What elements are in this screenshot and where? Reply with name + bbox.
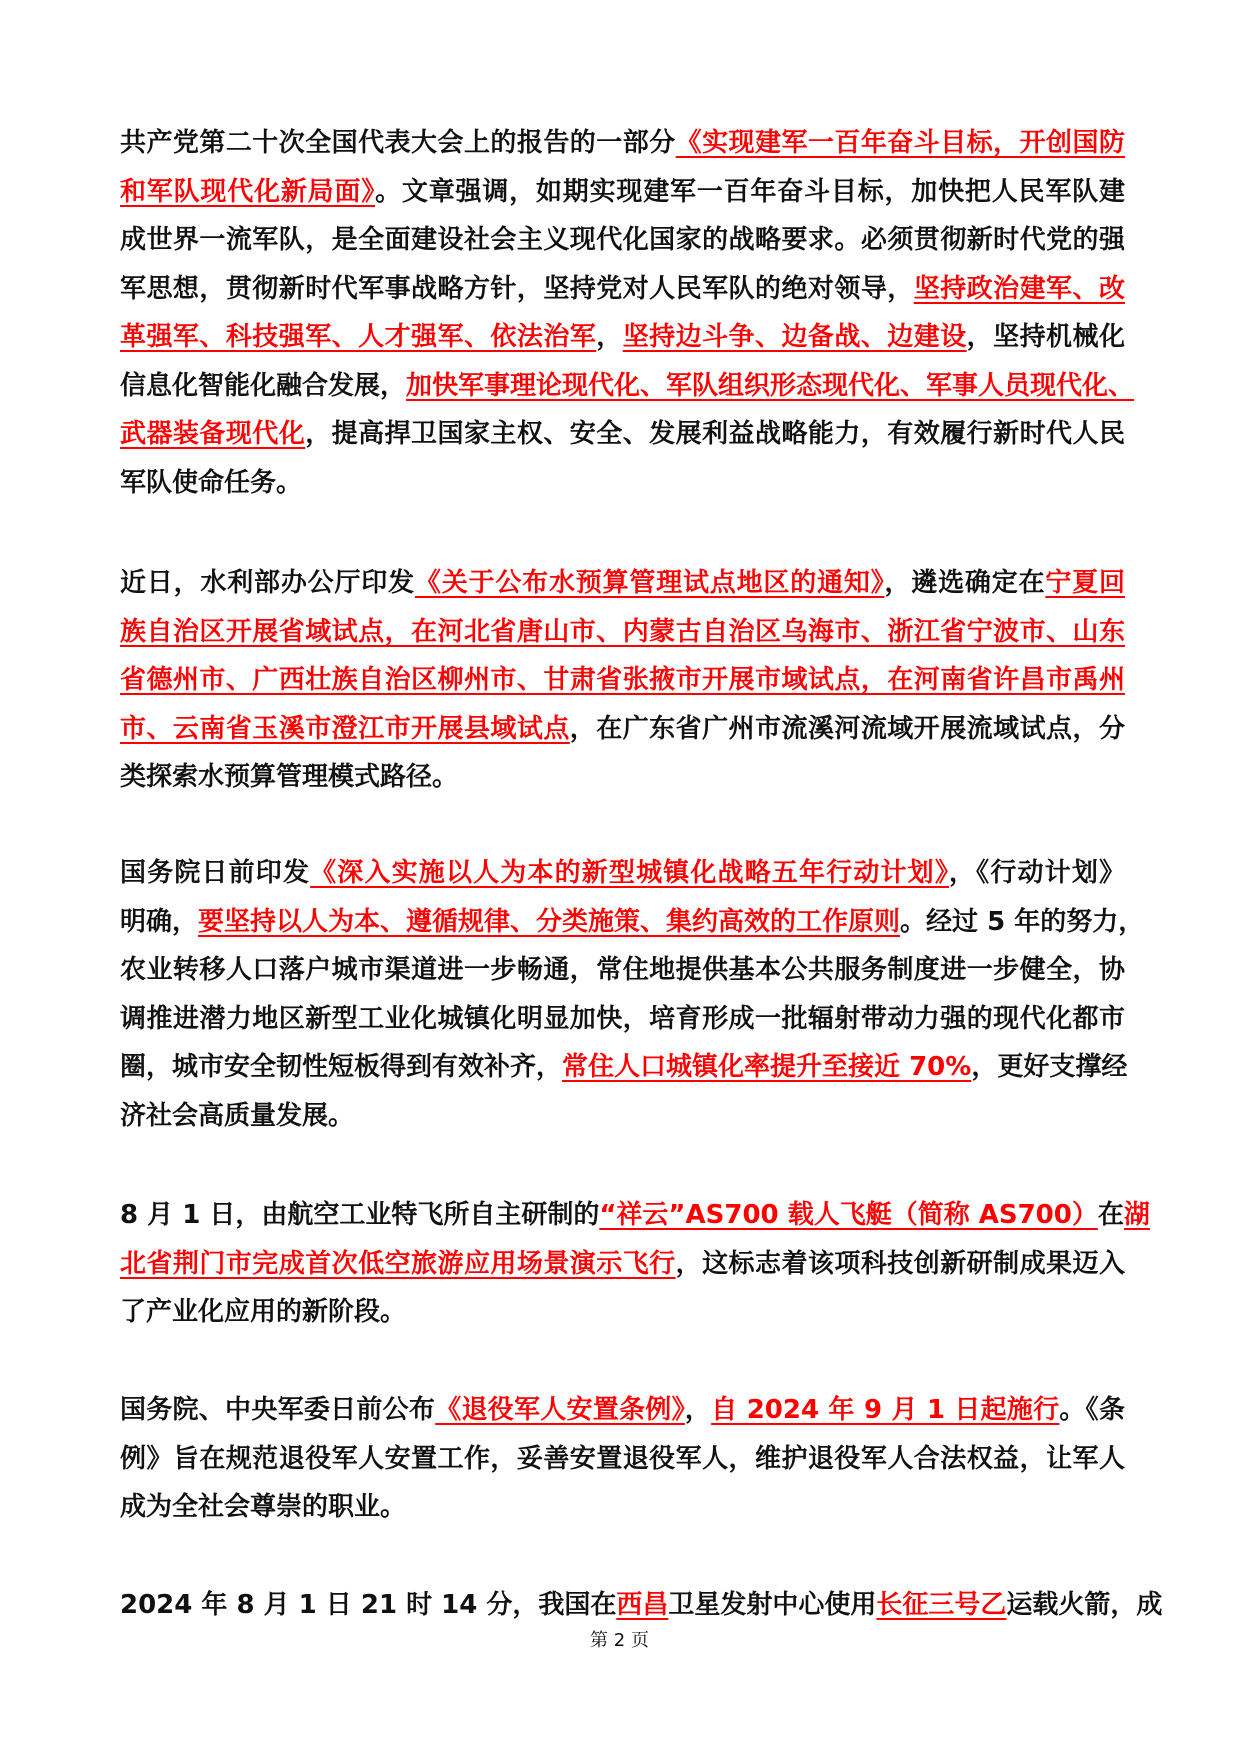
body-text: 共产党第二十次全国代表大会上的报告的一部分 <box>120 128 676 158</box>
highlighted-text: 族自治区开展省域试点，在河北省唐山市、内蒙古自治区乌海市、浙江省宁波市、山东 <box>120 616 1125 647</box>
body-text: 信息化智能化融合发展， <box>120 370 407 401</box>
body-text: ，这标志着该项科技创新研制成果迈入 <box>675 1248 1125 1279</box>
body-text: 成为全社会尊崇的职业。 <box>120 1492 407 1522</box>
paragraph-airship <box>120 1191 1150 1337</box>
text-line <box>120 1435 1125 1484</box>
highlighted-text: 坚持政治建军、改 <box>913 273 1125 304</box>
body-text: ， <box>596 322 623 352</box>
body-text: 农业转移人口落户城市渠道进一步畅通，常住地提供基本公共服务制度进一步健全，协 <box>120 955 1125 985</box>
highlighted-text: 常住人口城镇化率提升至接近 70% <box>562 1052 972 1082</box>
text-line <box>120 753 1125 802</box>
text-line <box>120 1043 1128 1092</box>
highlighted-text: 革强军、科技强军、人才强军、依法治军 <box>120 322 597 352</box>
text-line <box>120 216 1125 265</box>
text-line <box>120 995 1125 1044</box>
text-line <box>120 1581 1163 1630</box>
body-text: ，《行动计划》 <box>949 858 1125 888</box>
body-text: 成世界一流军队，是全面建设社会主义现代化国家的战略要求。必须贯彻新时代党的强 <box>120 225 1125 255</box>
text-line <box>120 1191 1150 1240</box>
paragraph-launch <box>120 1581 1163 1630</box>
body-text: 运载火箭，成 <box>1006 1590 1163 1620</box>
text-line <box>120 1240 1125 1289</box>
text-line <box>120 1386 1125 1435</box>
text-line <box>120 705 1125 754</box>
body-text: 在 <box>1097 1200 1124 1230</box>
body-text: 例》旨在规范退役军人安置工作，妥善安置退役军人，维护退役军人合法权益，让军人 <box>120 1443 1125 1474</box>
highlighted-text: 北省荆门市完成首次低空旅游应用场景演示飞行 <box>120 1248 676 1279</box>
body-text: ，提高捍卫国家主权、安全、发展利益战略能力，有效履行新时代人民 <box>305 419 1125 449</box>
highlighted-text: 湖 <box>1123 1200 1150 1230</box>
body-text: 类探索水预算管理模式路径。 <box>120 762 459 792</box>
body-text: 军思想，贯彻新时代军事战略方针，坚持党对人民军队的绝对领导， <box>120 273 914 304</box>
text-line <box>120 608 1125 657</box>
paragraph-military <box>120 119 1135 507</box>
body-text: 2024 年 8 月 1 日 21 时 14 分，我国在 <box>120 1590 617 1620</box>
highlighted-text: 武器装备现代化 <box>120 419 306 449</box>
body-text: 军队使命任务。 <box>120 467 303 498</box>
text-line <box>120 898 1145 947</box>
paragraph-veterans <box>120 1386 1125 1532</box>
highlighted-text: 和军队现代化新局面》 <box>120 176 376 207</box>
body-text: 圈，城市安全韧性短板得到有效补齐， <box>120 1052 563 1082</box>
paragraph-urbanization <box>120 849 1145 1140</box>
body-text: ，在广东省广州市流溪河流域开展流域试点，分 <box>569 713 1125 744</box>
text-line <box>120 1483 1125 1532</box>
highlighted-text: 宁夏回 <box>1045 568 1125 598</box>
text-line <box>120 265 1125 314</box>
page-number: 第 2 页 <box>590 1630 649 1651</box>
body-text: 明确， <box>120 906 199 937</box>
body-text: 国务院、中央军委日前公布 <box>120 1395 436 1425</box>
highlighted-text: 市、云南省玉溪市澄江市开展县域试点 <box>120 713 570 744</box>
text-line <box>120 362 1135 411</box>
text-line <box>120 1092 1125 1141</box>
body-text: 8 月 1 日，由航空工业特飞所自主研制的 <box>120 1200 600 1230</box>
body-text: 。经过 5 年的努力， <box>900 906 1145 937</box>
text-line <box>120 313 1125 362</box>
highlighted-text: 加快军事理论现代化、军队组织形态现代化、军事人员现代化、 <box>406 370 1135 401</box>
text-line <box>120 410 1125 459</box>
body-text: 济社会高质量发展。 <box>120 1100 355 1131</box>
highlighted-text: 《退役军人安置条例》 <box>435 1395 685 1425</box>
text-line <box>120 946 1125 995</box>
body-text: 调推进潜力地区新型工业化城镇化明显加快，培育形成一批辐射带动力强的现代化都市 <box>120 1003 1125 1034</box>
highlighted-text: 《深入实施以人为本的新型城镇化战略五年行动计划》 <box>310 858 950 888</box>
body-text: ，更好支撑经 <box>971 1052 1128 1082</box>
body-text: 。《条 <box>1059 1395 1125 1425</box>
highlighted-text: 要坚持以人为本、遵循规律、分类施策、集约高效的工作原则 <box>198 906 901 937</box>
body-text: 。文章强调，如期实现建军一百年奋斗目标，加快把人民军队建 <box>375 176 1125 207</box>
highlighted-text: 自 2024 年 9 月 1 日起施行 <box>711 1395 1060 1425</box>
text-line <box>120 1288 1125 1337</box>
highlighted-text: 西昌 <box>616 1590 669 1620</box>
paragraph-water-budget <box>120 559 1125 802</box>
body-text: 卫星发射中心使用 <box>668 1590 877 1620</box>
text-line <box>120 168 1125 217</box>
body-text: ， <box>684 1395 712 1425</box>
text-line <box>120 656 1125 705</box>
body-text: 近日，水利部办公厅印发 <box>120 568 415 598</box>
highlighted-text: 《实现建军一百年奋斗目标，开创国防 <box>675 128 1125 158</box>
body-text: ，坚持机械化 <box>966 322 1125 352</box>
text-line <box>120 849 1125 898</box>
highlighted-text: 《关于公布水预算管理试点地区的通知》 <box>414 568 885 598</box>
body-text: ，遴选确定在 <box>884 568 1046 598</box>
text-line <box>120 119 1125 168</box>
body-text: 国务院日前印发 <box>120 858 311 888</box>
highlighted-text: 长征三号乙 <box>876 1590 1007 1620</box>
highlighted-text: “祥云”AS700 载人飞艇（简称 AS700） <box>599 1200 1098 1230</box>
body-text: 了产业化应用的新阶段。 <box>120 1297 407 1327</box>
text-line <box>120 459 1125 508</box>
highlighted-text: 坚持边斗争、边备战、边建设 <box>622 322 967 352</box>
text-line <box>120 559 1125 608</box>
highlighted-text: 省德州市、广西壮族自治区柳州市、甘肃省张掖市开展市域试点，在河南省许昌市禹州 <box>120 665 1125 695</box>
